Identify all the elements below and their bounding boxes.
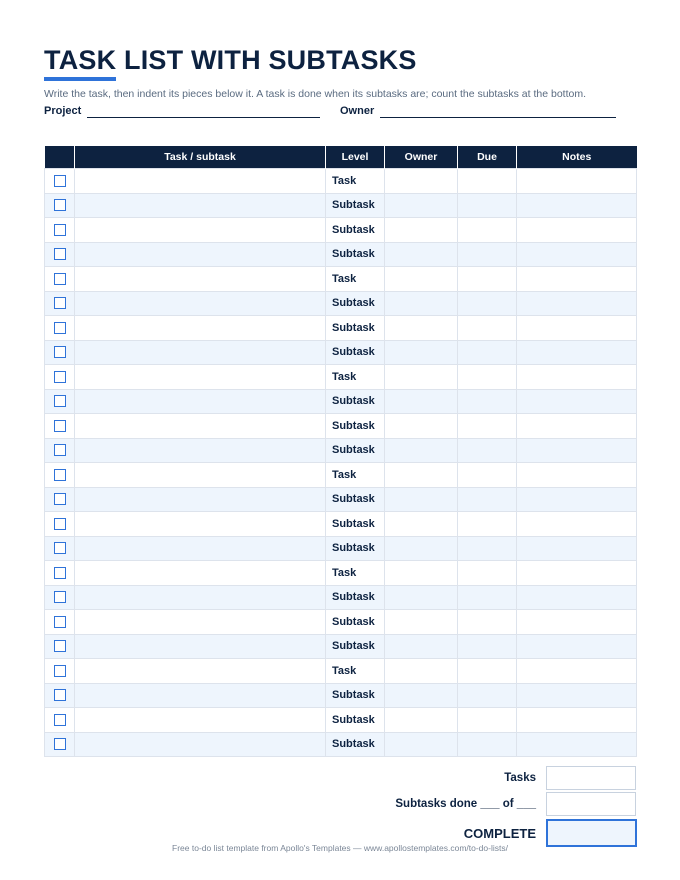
task-checkbox[interactable] — [54, 542, 66, 554]
task-checkbox[interactable] — [54, 616, 66, 628]
task-checkbox[interactable] — [54, 199, 66, 211]
task-cell[interactable] — [75, 463, 326, 488]
owner-cell[interactable] — [385, 634, 458, 659]
level-cell[interactable]: Subtask — [326, 585, 385, 610]
notes-cell[interactable] — [517, 708, 637, 733]
due-cell[interactable] — [458, 634, 517, 659]
due-cell[interactable] — [458, 389, 517, 414]
due-cell[interactable] — [458, 610, 517, 635]
notes-cell[interactable] — [517, 193, 637, 218]
owner-cell[interactable] — [385, 610, 458, 635]
owner-label: Owner — [340, 105, 375, 117]
table-row — [45, 659, 637, 684]
owner-field[interactable] — [380, 117, 616, 118]
level-cell[interactable]: Subtask — [326, 512, 385, 537]
col-header-level: Level — [326, 146, 385, 169]
owner-cell[interactable] — [385, 585, 458, 610]
owner-cell[interactable] — [385, 536, 458, 561]
due-cell[interactable] — [458, 536, 517, 561]
level-cell[interactable]: Subtask — [326, 242, 385, 267]
task-table-body — [45, 169, 637, 757]
task-cell[interactable] — [75, 365, 326, 390]
due-cell[interactable] — [458, 683, 517, 708]
task-cell[interactable] — [75, 267, 326, 292]
owner-cell[interactable] — [385, 561, 458, 586]
task-cell[interactable] — [75, 610, 326, 635]
task-checkbox[interactable] — [54, 591, 66, 603]
due-cell[interactable] — [458, 365, 517, 390]
due-cell[interactable] — [458, 512, 517, 537]
owner-cell[interactable] — [385, 389, 458, 414]
notes-cell[interactable] — [517, 438, 637, 463]
notes-cell[interactable] — [517, 585, 637, 610]
footer-credit: Free to-do list template from Apollo's Templates — www.apollostemplates.com/to-do-lists/ — [172, 843, 508, 853]
table-row — [45, 634, 637, 659]
row-checkbox-cell — [45, 561, 75, 586]
task-cell[interactable] — [75, 683, 326, 708]
task-checkbox[interactable] — [54, 665, 66, 677]
notes-cell[interactable] — [517, 291, 637, 316]
due-cell[interactable] — [458, 267, 517, 292]
notes-cell[interactable] — [517, 610, 637, 635]
table-row — [45, 389, 637, 414]
col-header-due: Due — [458, 146, 517, 169]
notes-cell[interactable] — [517, 267, 637, 292]
row-checkbox-cell — [45, 585, 75, 610]
row-checkbox-cell — [45, 512, 75, 537]
row-checkbox-cell — [45, 267, 75, 292]
task-checkbox[interactable] — [54, 714, 66, 726]
row-checkbox-cell — [45, 218, 75, 243]
task-checkbox[interactable] — [54, 689, 66, 701]
notes-cell[interactable] — [517, 561, 637, 586]
row-checkbox-cell — [45, 242, 75, 267]
level-cell[interactable]: Subtask — [326, 634, 385, 659]
task-checkbox[interactable] — [54, 371, 66, 383]
task-checkbox[interactable] — [54, 469, 66, 481]
table-row — [45, 536, 637, 561]
due-cell[interactable] — [458, 659, 517, 684]
task-table — [44, 146, 637, 757]
task-cell[interactable] — [75, 561, 326, 586]
notes-cell[interactable] — [517, 365, 637, 390]
level-cell[interactable]: Subtask — [326, 340, 385, 365]
notes-cell[interactable] — [517, 683, 637, 708]
row-checkbox-cell — [45, 291, 75, 316]
row-checkbox-cell — [45, 683, 75, 708]
level-cell[interactable]: Task — [326, 169, 385, 194]
table-row — [45, 218, 637, 243]
owner-cell[interactable] — [385, 340, 458, 365]
task-cell[interactable] — [75, 536, 326, 561]
table-row — [45, 585, 637, 610]
due-cell[interactable] — [458, 291, 517, 316]
task-cell[interactable] — [75, 291, 326, 316]
table-row — [45, 561, 637, 586]
page-title: TASK LIST WITH SUBTASKS — [44, 45, 417, 75]
table-row — [45, 487, 637, 512]
row-checkbox-cell — [45, 389, 75, 414]
level-cell[interactable]: Subtask — [326, 389, 385, 414]
row-checkbox-cell — [45, 365, 75, 390]
row-checkbox-cell — [45, 463, 75, 488]
notes-cell[interactable] — [517, 659, 637, 684]
due-cell[interactable] — [458, 585, 517, 610]
due-cell[interactable] — [458, 218, 517, 243]
due-cell[interactable] — [458, 708, 517, 733]
task-cell[interactable] — [75, 340, 326, 365]
col-header-task: Task / subtask — [75, 146, 326, 169]
owner-cell[interactable] — [385, 463, 458, 488]
row-checkbox-cell — [45, 316, 75, 341]
owner-cell[interactable] — [385, 732, 458, 757]
task-cell[interactable] — [75, 316, 326, 341]
subtasks-summary-box[interactable] — [546, 792, 636, 816]
row-checkbox-cell — [45, 414, 75, 439]
task-cell[interactable] — [75, 659, 326, 684]
task-checkbox[interactable] — [54, 738, 66, 750]
task-cell[interactable] — [75, 169, 326, 194]
owner-cell[interactable] — [385, 708, 458, 733]
task-checkbox[interactable] — [54, 420, 66, 432]
owner-cell[interactable] — [385, 414, 458, 439]
notes-cell[interactable] — [517, 414, 637, 439]
notes-cell[interactable] — [517, 536, 637, 561]
due-cell[interactable] — [458, 463, 517, 488]
owner-cell[interactable] — [385, 291, 458, 316]
task-checkbox[interactable] — [54, 493, 66, 505]
owner-cell[interactable] — [385, 683, 458, 708]
due-cell[interactable] — [458, 561, 517, 586]
due-cell[interactable] — [458, 193, 517, 218]
due-cell[interactable] — [458, 487, 517, 512]
table-row — [45, 169, 637, 194]
table-row — [45, 365, 637, 390]
notes-cell[interactable] — [517, 732, 637, 757]
due-cell[interactable] — [458, 242, 517, 267]
table-row — [45, 683, 637, 708]
level-cell[interactable]: Task — [326, 365, 385, 390]
notes-cell[interactable] — [517, 218, 637, 243]
task-cell[interactable] — [75, 389, 326, 414]
task-cell[interactable] — [75, 585, 326, 610]
task-checkbox[interactable] — [54, 395, 66, 407]
level-cell[interactable]: Subtask — [326, 414, 385, 439]
row-checkbox-cell — [45, 610, 75, 635]
notes-cell[interactable] — [517, 169, 637, 194]
level-cell[interactable]: Subtask — [326, 487, 385, 512]
table-row — [45, 463, 637, 488]
task-checkbox[interactable] — [54, 567, 66, 579]
level-cell[interactable]: Task — [326, 267, 385, 292]
task-cell[interactable] — [75, 438, 326, 463]
notes-cell[interactable] — [517, 340, 637, 365]
due-cell[interactable] — [458, 438, 517, 463]
owner-cell[interactable] — [385, 659, 458, 684]
row-checkbox-cell — [45, 634, 75, 659]
owner-cell[interactable] — [385, 193, 458, 218]
tasks-summary-label: Tasks — [504, 772, 536, 784]
task-checkbox[interactable] — [54, 322, 66, 334]
task-cell[interactable] — [75, 193, 326, 218]
table-row — [45, 414, 637, 439]
table-row — [45, 242, 637, 267]
notes-cell[interactable] — [517, 316, 637, 341]
task-checkbox[interactable] — [54, 297, 66, 309]
instructions-text: Write the task, then indent its pieces below it. A task is done when its subtasks are; count the subtasks at the bottom. — [44, 88, 587, 100]
task-checkbox[interactable] — [54, 224, 66, 236]
level-cell[interactable]: Subtask — [326, 683, 385, 708]
level-cell[interactable]: Subtask — [326, 732, 385, 757]
col-header-notes: Notes — [517, 146, 637, 169]
owner-cell[interactable] — [385, 512, 458, 537]
task-cell[interactable] — [75, 487, 326, 512]
table-row — [45, 512, 637, 537]
due-cell[interactable] — [458, 414, 517, 439]
col-header-owner: Owner — [385, 146, 458, 169]
task-cell[interactable] — [75, 708, 326, 733]
project-label: Project — [44, 105, 82, 117]
row-checkbox-cell — [45, 487, 75, 512]
table-row — [45, 438, 637, 463]
level-cell[interactable]: Task — [326, 659, 385, 684]
table-row — [45, 193, 637, 218]
row-checkbox-cell — [45, 708, 75, 733]
notes-cell[interactable] — [517, 242, 637, 267]
owner-cell[interactable] — [385, 242, 458, 267]
table-row — [45, 267, 637, 292]
task-cell[interactable] — [75, 634, 326, 659]
complete-label: COMPLETE — [463, 826, 536, 841]
task-cell[interactable] — [75, 218, 326, 243]
task-checkbox[interactable] — [54, 248, 66, 260]
due-cell[interactable] — [458, 340, 517, 365]
table-row — [45, 610, 637, 635]
task-cell[interactable] — [75, 414, 326, 439]
table-row — [45, 340, 637, 365]
owner-cell[interactable] — [385, 438, 458, 463]
table-row — [45, 732, 637, 757]
task-cell[interactable] — [75, 242, 326, 267]
task-checkbox[interactable] — [54, 346, 66, 358]
owner-cell[interactable] — [385, 365, 458, 390]
row-checkbox-cell — [45, 438, 75, 463]
row-checkbox-cell — [45, 732, 75, 757]
level-cell[interactable]: Subtask — [326, 193, 385, 218]
level-cell[interactable]: Task — [326, 561, 385, 586]
row-checkbox-cell — [45, 169, 75, 194]
owner-cell[interactable] — [385, 316, 458, 341]
table-row — [45, 291, 637, 316]
owner-cell[interactable] — [385, 267, 458, 292]
level-cell[interactable]: Subtask — [326, 708, 385, 733]
task-checkbox[interactable] — [54, 640, 66, 652]
due-cell[interactable] — [458, 316, 517, 341]
level-cell[interactable]: Subtask — [326, 316, 385, 341]
notes-cell[interactable] — [517, 463, 637, 488]
notes-cell[interactable] — [517, 634, 637, 659]
row-checkbox-cell — [45, 536, 75, 561]
level-cell[interactable]: Subtask — [326, 536, 385, 561]
owner-cell[interactable] — [385, 487, 458, 512]
level-cell[interactable]: Subtask — [326, 291, 385, 316]
row-checkbox-cell — [45, 659, 75, 684]
table-row — [45, 316, 637, 341]
task-checkbox[interactable] — [54, 273, 66, 285]
col-header-checkbox — [45, 146, 75, 169]
owner-cell[interactable] — [385, 218, 458, 243]
task-checkbox[interactable] — [54, 175, 66, 187]
owner-cell[interactable] — [385, 169, 458, 194]
due-cell[interactable] — [458, 732, 517, 757]
row-checkbox-cell — [45, 340, 75, 365]
task-checkbox[interactable] — [54, 518, 66, 530]
level-cell[interactable]: Task — [326, 463, 385, 488]
due-cell[interactable] — [458, 169, 517, 194]
notes-cell[interactable] — [517, 487, 637, 512]
tasks-summary-box[interactable] — [546, 766, 636, 790]
task-checkbox[interactable] — [54, 444, 66, 456]
project-field[interactable] — [87, 117, 320, 118]
subtasks-summary-label: Subtasks done ___ of ___ — [395, 798, 536, 810]
level-cell[interactable]: Subtask — [326, 438, 385, 463]
row-checkbox-cell — [45, 193, 75, 218]
task-cell[interactable] — [75, 732, 326, 757]
table-header-row — [45, 146, 637, 169]
notes-cell[interactable] — [517, 389, 637, 414]
task-cell[interactable] — [75, 512, 326, 537]
notes-cell[interactable] — [517, 512, 637, 537]
table-row — [45, 708, 637, 733]
level-cell[interactable]: Subtask — [326, 610, 385, 635]
title-underline — [44, 77, 116, 81]
level-cell[interactable]: Subtask — [326, 218, 385, 243]
